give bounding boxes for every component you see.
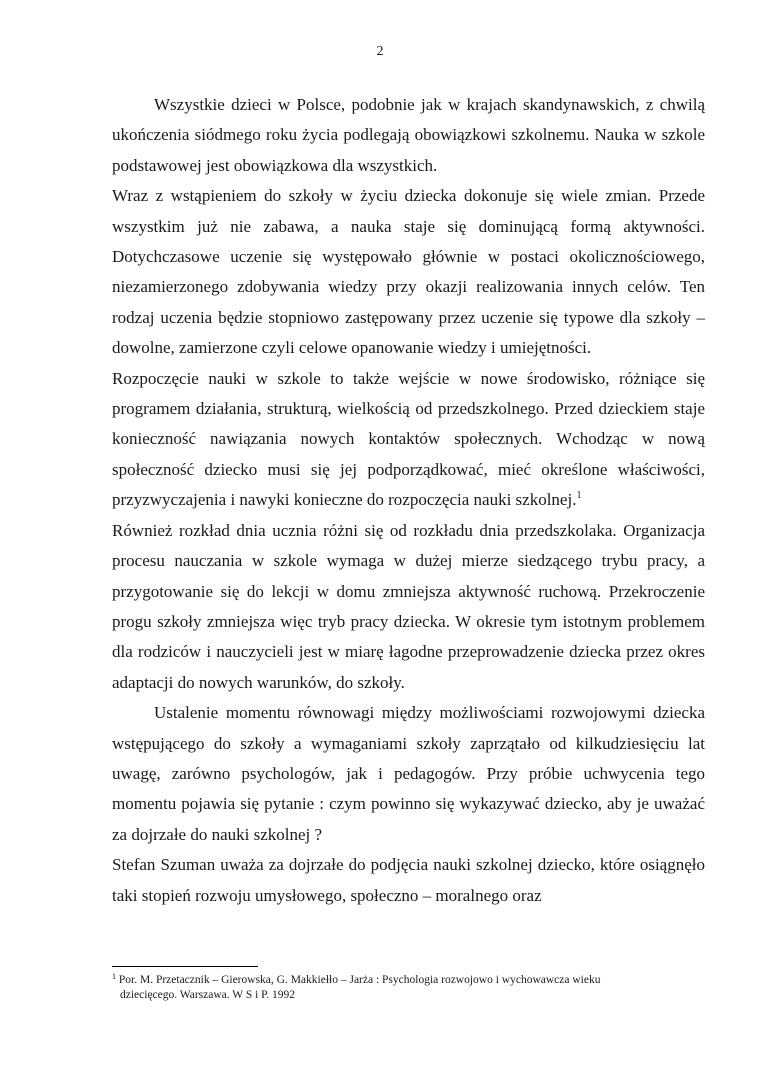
page-number: 2: [376, 44, 384, 59]
footnote-separator: [112, 966, 258, 967]
paragraph: [112, 364, 705, 516]
footnote: [112, 973, 682, 1003]
paragraph: Również rozkład dnia ucznia różni się od rozkładu dnia przedszkolaka. Organizacja procesu nauczania w szkole wymaga w dużej mierze siedzącego trybu pracy, a przygotowanie się do lekcji w domu zmniejsza aktywność ruchową. Przekroczenie progu szkoły zmniejsza więc tryb pracy dziecka. W okresie tym istotnym problemem dla rodziców i nauczycieli jest w miarę łagodne przeprowadzenie dziecka przez okres adaptacji do nowych warunków, do szkoły.: [112, 520, 705, 692]
paragraph: Wszystkie dzieci w Polsce, podobnie jak w krajach skandynawskich, z chwilą ukończenia siódmego roku życia podlegają obowiązkowi szkolnemu. Nauka w szkole podstawowej jest obowiązkowa dla wszystkich.: [112, 95, 705, 175]
paragraph: Ustalenie momentu równowagi między możliwościami rozwojowymi dziecka wstępującego do szkoły a wymaganiami szkoły zaprzątało od kilkudziesięciu lat uwagę, zarówno psychologów, jak i pedagogów. Przy próbie uchwycenia tego momentu pojawia się pytanie : czym powinno się wykazywać dziecko, aby je uważać za dojrzałe do nauki szkolnej ?: [112, 703, 705, 844]
footnote-line: Por. M. Przetacznik – Gierowska, G. Makkiełło – Jarża : Psychologia rozwojowo i wychowawcza wieku: [118, 974, 601, 986]
footnote-reference[interactable]: 1: [576, 490, 582, 502]
footnote-mark: 1: [112, 972, 116, 981]
footnote-line: dziecięcego. Warszawa. W S i P. 1992: [120, 989, 296, 1001]
paragraph: Stefan Szuman uważa za dojrzałe do podjęcia nauki szkolnej dziecko, które osiągnęło taki stopień rozwoju umysłowego, społeczno – moralnego oraz: [112, 855, 705, 905]
paragraph-text: Rozpoczęcie nauki w szkole to także wejście w nowe środowisko, różniące się programem działania, strukturą, wielkością od przedszkolnego. Przed dzieckiem staje konieczność nawiązania nowych kontaktów społecznych. Wchodząc w nową społeczność dziecko musi się jej podporządkować, mieć określone właściwości, przyzwyczajenia i nawyki konieczne do rozpoczęcia nauki szkolnej.: [112, 368, 705, 510]
body-text: [112, 90, 705, 911]
paragraph: Wraz z wstąpieniem do szkoły w życiu dziecka dokonuje się wiele zmian. Przede wszystkim już nie zabawa, a nauka staje się dominującą formą aktywności. Dotychczasowe uczenie się występowało głównie w postaci okolicznościowego, niezamierzonego zdobywania wiedzy przy okazji realizowania innych celów. Ten rodzaj uczenia będzie stopniowo zastępowany przez uczenie się typowe dla szkoły – dowolne, zamierzone czyli celowe opanowanie wiedzy i umiejętności.: [112, 186, 705, 358]
